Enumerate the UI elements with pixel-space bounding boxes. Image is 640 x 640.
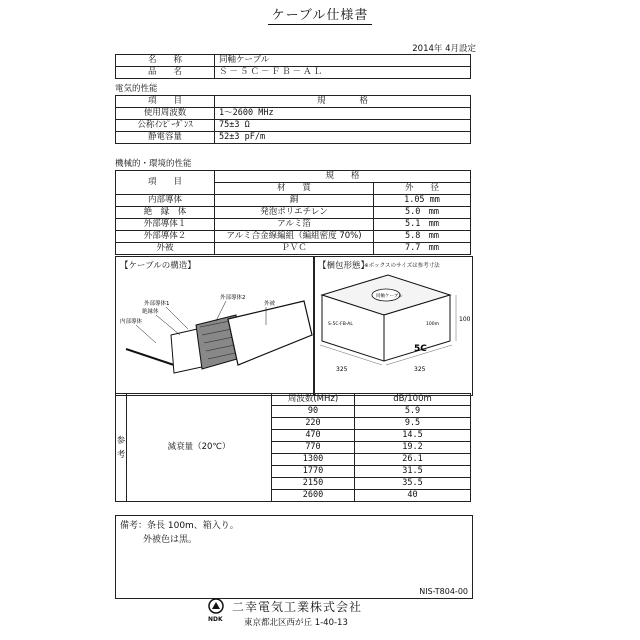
name-value: 同軸ケーブル bbox=[215, 55, 471, 67]
table-row: 220 9.5 bbox=[116, 418, 471, 430]
row-diameter: 7.7 mm bbox=[374, 243, 471, 255]
row-label: 内部導体 bbox=[116, 195, 215, 207]
table-row bbox=[116, 171, 471, 183]
company-name: 二幸電気工業株式会社 bbox=[232, 600, 363, 614]
col-diameter: 外 径 bbox=[374, 183, 471, 195]
table-row bbox=[116, 195, 471, 207]
company-logo-text: NDK bbox=[208, 616, 223, 623]
table-row bbox=[116, 67, 471, 79]
label-outer-conductor-2: 外部導体2 bbox=[220, 295, 246, 301]
col-spec: 規 格 bbox=[215, 171, 471, 183]
box-top-label: 同軸ケーブル bbox=[376, 294, 403, 299]
col-db: dB/100m bbox=[355, 394, 471, 406]
attenuation-label: 減衰量（20℃） bbox=[127, 394, 272, 502]
row-label: 外部導体２ bbox=[116, 231, 215, 243]
table-row bbox=[116, 219, 471, 231]
row-value: 1～2600 MHz bbox=[215, 108, 471, 120]
mechanical-table bbox=[115, 170, 471, 255]
reference-table bbox=[115, 393, 471, 502]
table-row: 90 5.9 bbox=[116, 406, 471, 418]
label-insulator: 絶縁体 bbox=[142, 309, 159, 315]
col-material: 材 質 bbox=[215, 183, 374, 195]
col-item: 項 目 bbox=[116, 96, 215, 108]
label-jacket: 外被 bbox=[264, 301, 276, 307]
row-label: 公称ｲﾝﾋﾟｰﾀﾞﾝｽ bbox=[116, 120, 215, 132]
table-row: 2600 40 bbox=[116, 490, 471, 502]
box-side-product: S-5C-FB-AL bbox=[328, 322, 353, 327]
structure-panel bbox=[115, 256, 315, 396]
table-row: 1770 31.5 bbox=[116, 466, 471, 478]
table-row bbox=[116, 55, 471, 67]
electrical-table bbox=[115, 95, 471, 144]
label-inner-conductor: 内部導体 bbox=[120, 319, 143, 325]
remarks-line-2: 外被色は黒。 bbox=[143, 535, 198, 545]
table-row bbox=[116, 207, 471, 219]
dim-height: 100 bbox=[459, 316, 471, 323]
dim-depth: 325 bbox=[336, 366, 348, 373]
remarks-box bbox=[115, 515, 473, 599]
col-spec: 規 格 bbox=[215, 96, 471, 108]
row-label: 使用周波数 bbox=[116, 108, 215, 120]
dim-width: 325 bbox=[414, 366, 426, 373]
name-label: 名 称 bbox=[116, 55, 215, 67]
table-row: 1300 26.1 bbox=[116, 454, 471, 466]
row-label: 絶 縁 体 bbox=[116, 207, 215, 219]
structure-heading: 【ケーブルの構造】 bbox=[120, 261, 196, 271]
reference-side-label: 参 考 bbox=[116, 394, 127, 502]
product-label: 品 名 bbox=[116, 67, 215, 79]
row-diameter: 5.0 mm bbox=[374, 207, 471, 219]
row-diameter: 5.8 mm bbox=[374, 231, 471, 243]
row-material: アルミ箔 bbox=[215, 219, 374, 231]
package-note: ※ボックスのサイズは参考寸法 bbox=[364, 263, 440, 269]
document-number: NIS-T804-00 bbox=[419, 587, 468, 596]
box-size-mark: 5C bbox=[414, 344, 427, 354]
table-row bbox=[116, 108, 471, 120]
document-title: ケーブル仕様書 bbox=[0, 4, 640, 23]
row-value: 52±3 pF/m bbox=[215, 132, 471, 144]
company-address: 東京都北区西が丘 1-40-13 bbox=[244, 618, 348, 628]
row-label: 静電容量 bbox=[116, 132, 215, 144]
electrical-heading: 電気的性能 bbox=[115, 84, 158, 94]
table-row bbox=[116, 96, 471, 108]
row-diameter: 1.05 mm bbox=[374, 195, 471, 207]
label-outer-conductor-1: 外部導体1 bbox=[144, 301, 170, 307]
row-value: 75±3 Ω bbox=[215, 120, 471, 132]
remarks-line-1: 備考：条長 100m、箱入り。 bbox=[120, 521, 239, 531]
row-label: 外被 bbox=[116, 243, 215, 255]
table-row: 770 19.2 bbox=[116, 442, 471, 454]
table-row bbox=[116, 231, 471, 243]
row-material: 銅 bbox=[215, 195, 374, 207]
package-panel bbox=[313, 256, 473, 396]
row-label: 外部導体１ bbox=[116, 219, 215, 231]
issue-date: 2014年 4月設定 bbox=[412, 44, 476, 54]
package-heading: 【梱包形態】 bbox=[318, 261, 370, 271]
cable-structure-drawing bbox=[116, 257, 314, 395]
product-value: Ｓ－５Ｃ－ＦＢ－ＡＬ bbox=[215, 67, 471, 79]
table-row: 2150 35.5 bbox=[116, 478, 471, 490]
package-box-drawing bbox=[314, 257, 472, 395]
row-material: ＰＶＣ bbox=[215, 243, 374, 255]
row-diameter: 5.1 mm bbox=[374, 219, 471, 231]
table-row: 470 14.5 bbox=[116, 430, 471, 442]
table-row bbox=[116, 243, 471, 255]
col-item: 項 目 bbox=[116, 171, 215, 195]
table-row bbox=[116, 132, 471, 144]
box-side-length: 100m bbox=[426, 322, 439, 327]
table-row bbox=[116, 394, 471, 406]
col-freq: 周波数(MHz) bbox=[272, 394, 355, 406]
table-row bbox=[116, 120, 471, 132]
row-material: 発泡ポリエチレン bbox=[215, 207, 374, 219]
row-material: アルミ合金線編組（編組密度 70%) bbox=[215, 231, 374, 243]
mechanical-heading: 機械的・環境的性能 bbox=[115, 159, 192, 169]
company-logo-icon bbox=[208, 598, 224, 614]
basic-info-table bbox=[115, 54, 471, 79]
